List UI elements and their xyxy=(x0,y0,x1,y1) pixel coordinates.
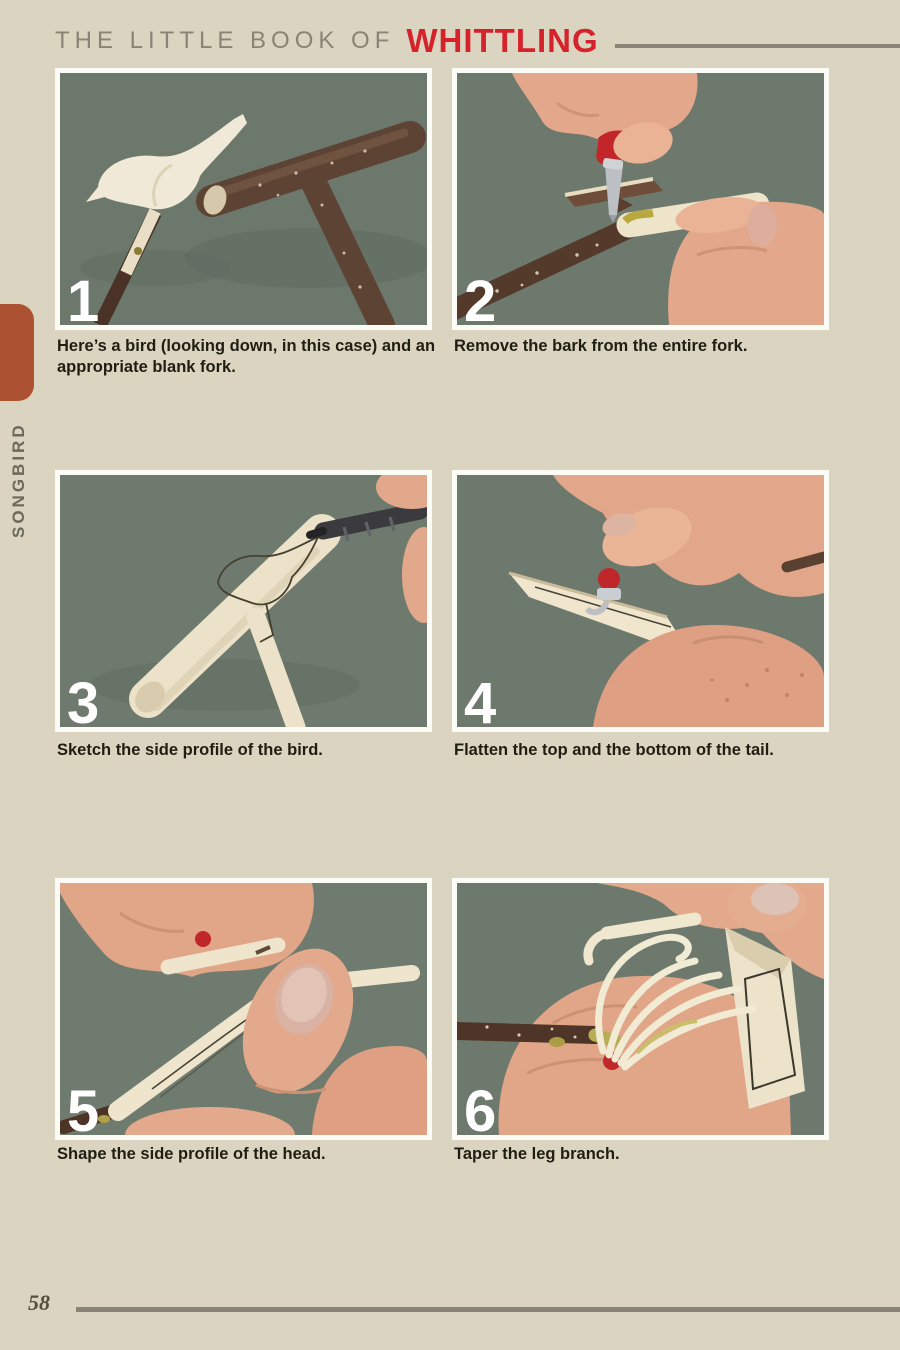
step-number-overlay: 4 xyxy=(464,671,495,727)
step-number-overlay: 1 xyxy=(67,269,98,325)
step-caption-5: Shape the side profile of the head. xyxy=(57,1145,326,1163)
chapter-tab xyxy=(0,304,34,401)
step-photo-1 xyxy=(60,73,427,325)
step-number-overlay: 5 xyxy=(67,1079,98,1135)
step-caption-1: Here’s a bird (looking down, in this case) and an appropriate blank fork. xyxy=(57,337,436,376)
step-photo-2 xyxy=(457,73,824,325)
photo-illustration-tapering-leg xyxy=(457,883,824,1135)
step-figure-1 xyxy=(55,68,432,330)
step-number-overlay: 6 xyxy=(464,1079,495,1135)
step-figure-2 xyxy=(452,68,829,330)
step-caption-6: Taper the leg branch. xyxy=(454,1145,620,1163)
step-number-overlay: 3 xyxy=(67,671,98,727)
step-caption-2: Remove the bark from the entire fork. xyxy=(454,337,748,355)
book-header xyxy=(55,22,900,60)
step-photo-5 xyxy=(60,883,427,1135)
step-photo-3 xyxy=(60,475,427,727)
step-figure-5 xyxy=(55,878,432,1140)
step-photo-4 xyxy=(457,475,824,727)
step-number-overlay: 2 xyxy=(464,269,495,325)
step-caption-3: Sketch the side profile of the bird. xyxy=(57,741,323,759)
step-figure-4 xyxy=(452,470,829,732)
header-rule xyxy=(615,44,900,48)
step-caption-4: Flatten the top and the bottom of the tail. xyxy=(454,741,774,759)
step-photo-6 xyxy=(457,883,824,1135)
photo-illustration-sketching-profile xyxy=(60,475,427,727)
page-number: 58 xyxy=(28,1290,50,1315)
step-figure-3 xyxy=(55,470,432,732)
chapter-label-vertical: SONGBIRD xyxy=(9,422,28,539)
series-title: THE LITTLE BOOK OF xyxy=(55,27,395,54)
step-figure-6 xyxy=(452,878,829,1140)
footer-rule xyxy=(76,1307,900,1312)
book-title: WHITTLING xyxy=(406,22,599,59)
photo-illustration-shaping-head xyxy=(60,883,427,1135)
photo-illustration-bird-and-fork xyxy=(60,73,427,325)
photo-illustration-flattening-tail xyxy=(457,475,824,727)
photo-illustration-removing-bark xyxy=(457,73,824,325)
